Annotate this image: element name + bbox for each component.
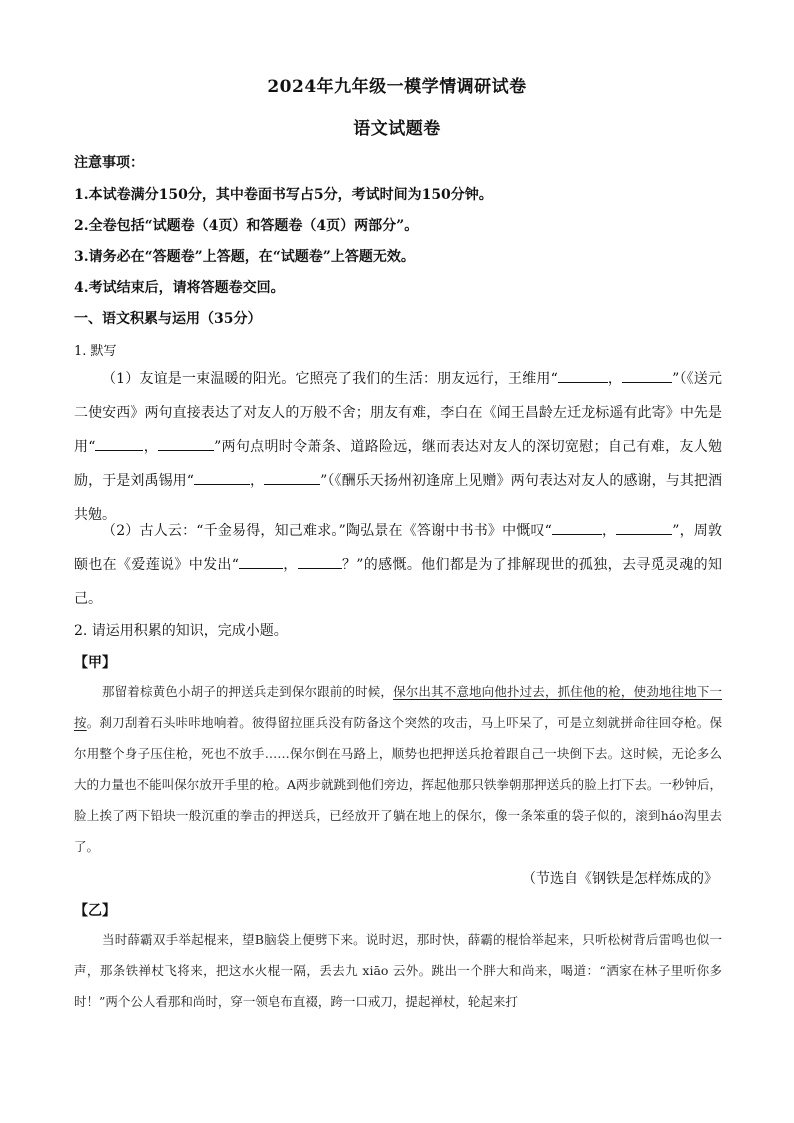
jia-text-b: 。刹刀刮着石头咔咔地响着。彼得留拉匪兵没有防备这个突然的攻击，马上吓呆了，可是立刻就拼命往回夺枪。保尔用整个身子压住枪，死也不放手……保尔倒在马路上，顺势也把押送兵抢着跟自己一块倒下去。这时候，无论多么大的力量也不能叫保尔放开手里的枪。A两步就跳到他们旁边，挥起他那只铁拳朝那押送兵的脸上打下去。一秒钟后，脸上挨了两下铅块一般沉重的拳击的押送兵，已经放开了躺在地上的保尔，像一条笨重的袋子似的，滚到háo沟里去了。 [74,715,722,854]
jia-text-a: 那留着棕黄色小胡子的押送兵走到保尔跟前的时候， [102,684,394,699]
comma: ， [249,473,265,489]
question-1-label: 1. 默写 [74,344,117,359]
exam-title: 2024年九年级一模学情调研试卷 [267,77,527,97]
notice-item-4: 4.考试结束后，请将答题卷交回。 [74,280,285,296]
q1-p1-text-d: ”（《酬乐天扬州初逢席上见赠》两句表达对友人的感谢，与其把酒共勉。 [74,473,723,523]
answer-blank[interactable] [552,520,602,535]
q1-p1-text-c: ”两句点明时令萧条、道路险远，继而表达对友人的深切宽慰；自己有难，友人勉励，于是刘禹锡用“ [74,439,722,489]
passage-jia-source: （节选自《钢铁是怎样炼成的》 [522,871,718,887]
passage-jia-text [74,676,722,862]
answer-blank[interactable] [239,554,283,569]
answer-blank[interactable] [264,470,320,485]
answer-blank[interactable] [558,368,608,383]
answer-blank[interactable] [95,436,143,451]
passage-yi-label: 【乙】 [74,903,116,919]
q1-p2-text-c: ？”的感慨。他们都是为了排解现世的孤独，去寻觅灵魂的知己。 [74,557,722,607]
section-heading: 一、语文积累与运用（35分） [74,311,262,327]
question-1-part-1 [74,362,722,532]
answer-blank[interactable] [158,436,214,451]
notice-heading: 注意事项： [74,155,144,171]
passage-yi-text: 当时薛霸双手举起棍来，望B脑袋上便劈下来。说时迟，那时快，薛霸的棍恰举起来，只听松树背后雷鸣也似一声，那条铁禅杖飞将来，把这水火棍一隔，丢去九 xiāo 云外。跳出一个胖大和尚来，喝道：“洒家在林子里听你多时！”两个公人看那和尚时，穿一领皂布直裰，跨一口戒刀，提起禅杖，轮起来打 [74,932,722,1009]
exam-subtitle: 语文试题卷 [353,119,441,139]
comma: ， [143,439,159,455]
notice-item-2: 2.全卷包括“试题卷（4页）和答题卷（4页）两部分”。 [74,218,419,234]
answer-blank[interactable] [298,554,342,569]
notice-item-3: 3.请务必在“答题卷”上答题，在“试题卷”上答题无效。 [74,249,415,265]
jia-underlined-sentence: 保尔出其不意地向他扑过去，抓住他的枪，使劲地往地下一按 [74,684,722,730]
comma: ， [607,371,623,387]
answer-blank[interactable] [616,520,672,535]
q1-p1-text-a: （1）友谊是一束温暖的阳光。它照亮了我们的生活：朋友远行，王维用“ [102,371,558,387]
answer-blank[interactable] [194,470,250,485]
passage-jia-label: 【甲】 [74,655,116,671]
question-1-part-2 [74,514,722,616]
comma: ， [601,523,617,539]
q1-p2-text-b: ”，周敦颐也在《爱莲说》中发出“ [74,523,722,573]
q1-p2-text-a: （2）古人云：“千金易得，知己难求。”陶弘景在《答谢中书书》中慨叹“ [102,523,552,539]
answer-blank[interactable] [622,368,672,383]
notice-item-1: 1.本试卷满分150分，其中卷面书写占5分，考试时间为150分钟。 [74,187,493,203]
comma: ， [282,557,298,573]
question-2-label: 2. 请运用积累的知识，完成小题。 [74,623,288,639]
q1-p1-text-b: ”（《送元二使安西》两句直接表达了对友人的万般不舍；朋友有难，李白在《闻王昌龄左迁龙标遥有此寄》中先是用“ [74,371,722,455]
